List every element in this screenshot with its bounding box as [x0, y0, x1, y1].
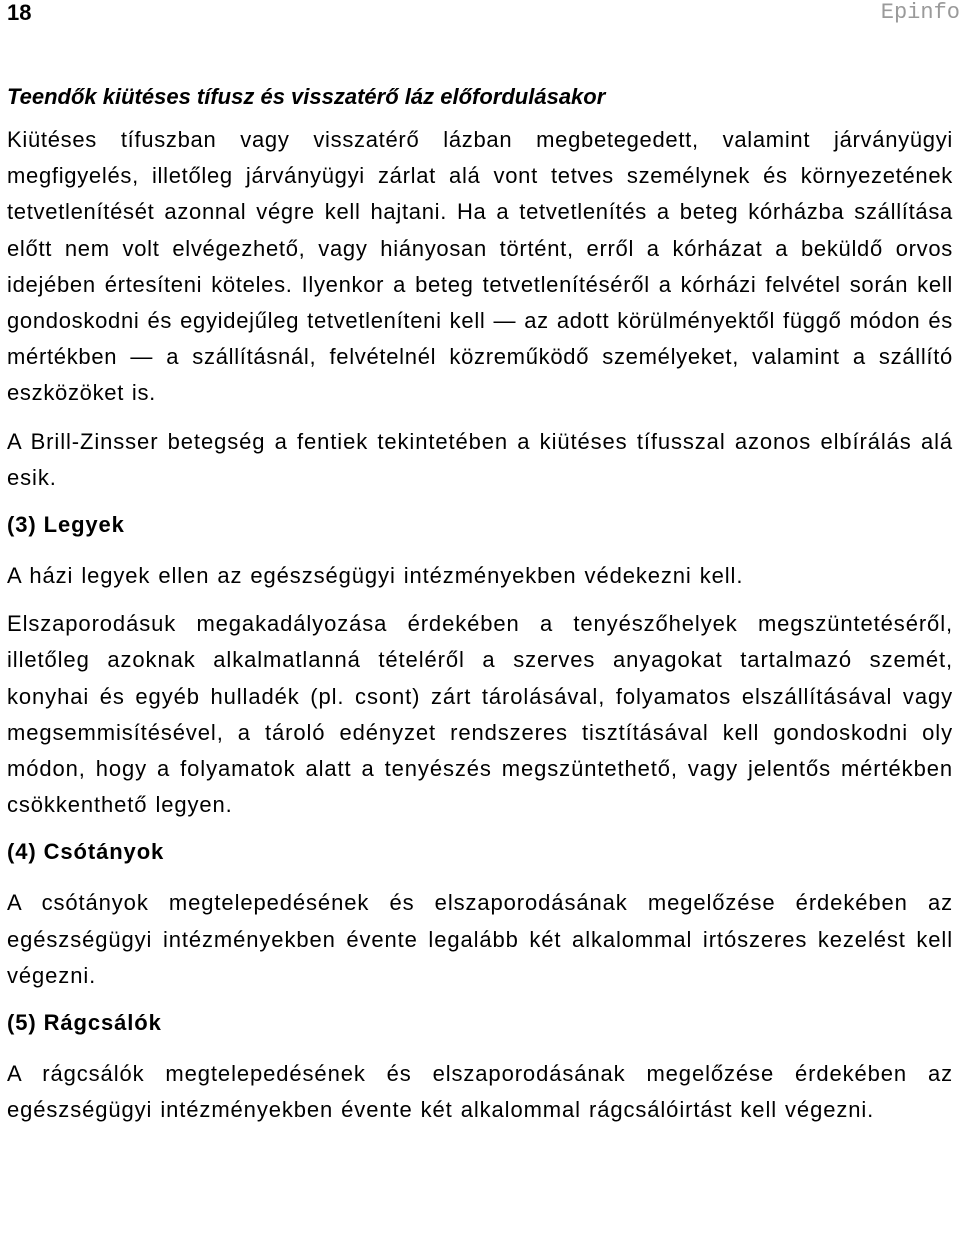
subsection-heading-csotanyok: (4) Csótányok: [7, 839, 165, 865]
subsection-heading-legyek: (3) Legyek: [7, 512, 125, 538]
page-header: [7, 0, 960, 34]
header-brand: Epinfo: [880, 0, 960, 25]
body-paragraph: A rágcsálók megtelepedésének és elszaporodásának megelőzése érdekében az egészségügyi intézményekben évente két alkalommal rágcsálóirtást kell végezni.: [7, 1061, 953, 1123]
section-title: Teendők kiütéses tífusz és visszatérő láz előfordulásakor: [7, 84, 606, 109]
document-page: [7, 0, 960, 1128]
subsection-heading-ragcsalok: (5) Rágcsálók: [7, 1010, 162, 1036]
body-paragraph: Kiütéses tífuszban vagy visszatérő lázban megbetegedett, valamint járványügyi megfigyelés, illetőleg járványügyi zárlat alá vont tetves személynek és környezetének tetvetlenítését azonnal végre kell hajtani. Ha a tetvetlenítés a beteg kórházba szállítása előtt nem volt elvégezhető, vagy hiányosan történt, erről a kórházat a beküldő orvos idejében értesíteni köteles. Ilyenkor a beteg tetvetlenítéséről a kórházi felvétel során kell gondoskodni és egyidejűleg tetvetleníteni kell — az adott körülményektől függő módon és mértékben — a szállításnál, felvételnél közreműködő személyeket, valamint a szállító eszközöket is.: [7, 127, 953, 406]
body-paragraph: A Brill-Zinsser betegség a fentiek tekintetében a kiütéses tífusszal azonos elbírálás alá esik.: [7, 428, 953, 490]
body-paragraph: A csótányok megtelepedésének és elszaporodásának megelőzése érdekében az egészségügyi intézményekben évente legalább két alkalommal irtószeres kezelést kell végezni.: [7, 890, 953, 988]
page-number: 18: [7, 0, 32, 25]
body-paragraph: Elszaporodásuk megakadályozása érdekében a tenyészőhelyek megszüntetéséről, illetőleg azoknak alkalmatlanná tételéről a szerves anyagokat tartalmazó szemét, konyhai és egyéb hulladék (pl. csont) zárt tárolásával, folyamatos elszállításával vagy megsemmisítésével, a tároló edényzet rendszeres tisztításával kell gondoskodni oly módon, hogy a folyamatok alatt a tenyészés megszüntethető, vagy jelentős mértékben csökkenthető legyen.: [7, 611, 953, 818]
body-paragraph: A házi legyek ellen az egészségügyi intézményekben védekezni kell.: [7, 563, 744, 589]
